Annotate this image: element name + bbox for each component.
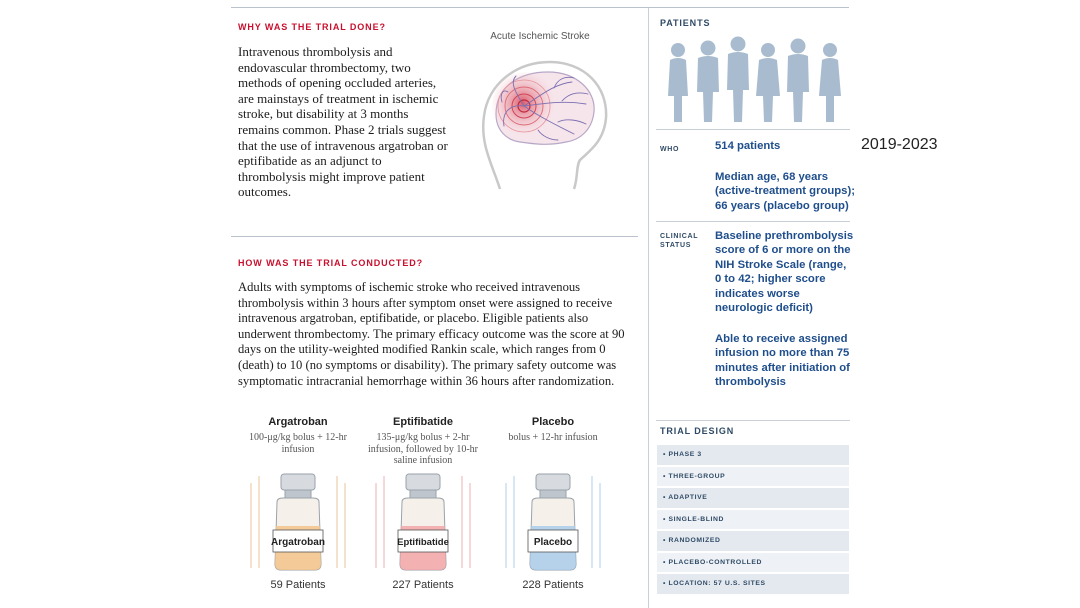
eptifibatide-vial-icon bbox=[368, 468, 478, 573]
vial-label: Placebo bbox=[533, 537, 573, 548]
group-dose: 135-μg/kg bolus + 2-hr infusion, followed by 10-hr saline infusion bbox=[368, 432, 478, 466]
patient-count: 514 patients bbox=[715, 140, 781, 152]
patients-title: PATIENTS bbox=[660, 18, 711, 28]
year-range: 2019-2023 bbox=[861, 136, 938, 153]
design-rule bbox=[656, 420, 850, 421]
vial-label: Eptifibatide bbox=[397, 537, 449, 548]
median-age: Median age, 68 years (active-treatment groups); 66 years (placebo group) bbox=[715, 171, 855, 212]
baseline-criteria: Baseline prethrombolysis score of 6 or more on the NIH Stroke Scale (range, 0 to 42; higher score indicates worse neurologic deficit) bbox=[715, 230, 854, 315]
patients-rule bbox=[656, 129, 850, 130]
group-eptifibatide bbox=[368, 416, 478, 467]
brain-caption: Acute Ischemic Stroke bbox=[490, 31, 590, 42]
group-dose: bolus + 12-hr infusion bbox=[508, 432, 598, 443]
design-item: • RANDOMIZED bbox=[657, 531, 849, 551]
design-item: • LOCATION: 57 U.S. SITES bbox=[657, 574, 849, 594]
trial-design-list bbox=[657, 445, 849, 596]
section-divider bbox=[231, 236, 638, 237]
eptifibatide-patients: 227 Patients bbox=[392, 579, 454, 591]
design-item: • ADAPTIVE bbox=[657, 488, 849, 508]
how-title: HOW WAS THE TRIAL CONDUCTED? bbox=[238, 258, 424, 268]
design-item: • PHASE 3 bbox=[657, 445, 849, 465]
why-title: WHY WAS THE TRIAL DONE? bbox=[238, 22, 386, 32]
clinical-label-line1: CLINICAL bbox=[660, 233, 699, 240]
group-name: Eptifibatide bbox=[393, 416, 453, 428]
design-item: • THREE-GROUP bbox=[657, 467, 849, 487]
clinical-label-line2: STATUS bbox=[660, 242, 692, 249]
argatroban-vial-icon bbox=[243, 468, 353, 573]
column-divider bbox=[648, 8, 649, 608]
trial-design-title: TRIAL DESIGN bbox=[660, 426, 735, 436]
vial-label: Argatroban bbox=[271, 537, 325, 548]
group-name: Argatroban bbox=[268, 416, 328, 428]
group-argatroban bbox=[243, 416, 353, 455]
clinical-label bbox=[660, 232, 698, 250]
group-dose: 100-μg/kg bolus + 12-hr infusion bbox=[249, 432, 347, 455]
placebo-patients: 228 Patients bbox=[522, 579, 584, 591]
design-item: • PLACEBO-CONTROLLED bbox=[657, 553, 849, 573]
top-rule bbox=[231, 7, 849, 8]
design-item: • SINGLE-BLIND bbox=[657, 510, 849, 530]
who-label: WHO bbox=[660, 146, 680, 153]
placebo-vial-icon bbox=[498, 468, 608, 573]
why-text: Intravenous thrombolysis and endovascular thrombectomy, two methods of opening occluded arteries, are mainstays of treatment in ischemic stroke, but disability at 3 months remains common. Phase 2 trials suggest that the use of intravenous argatroban or eptifibatide as an adjunct to thrombolysis might improve patient outcomes. bbox=[238, 44, 448, 200]
how-text: Adults with symptoms of ischemic stroke who received intravenous thrombolysis within 3 hours after symptom onset were assigned to receive intravenous argatroban, eptifibatide, or placebo. Eligible patients also underwent thrombectomy. The primary efficacy outcome was the score at 90 days on the utility-weighted modified Rankin scale, which ranges from 0 (death) to 10 (no symptoms or disability). The primary safety outcome was symptomatic intracranial hemorrhage within 36 hours after randomization. bbox=[238, 280, 625, 388]
who-rule bbox=[656, 221, 850, 222]
argatroban-patients: 59 Patients bbox=[270, 579, 326, 591]
group-name: Placebo bbox=[531, 416, 575, 428]
infusion-criteria: Able to receive assigned infusion no more than 75 minutes after initiation of thrombolysis bbox=[715, 333, 850, 389]
people-icon bbox=[660, 36, 850, 126]
brain-illustration-icon bbox=[462, 44, 612, 194]
group-placebo bbox=[498, 416, 608, 444]
